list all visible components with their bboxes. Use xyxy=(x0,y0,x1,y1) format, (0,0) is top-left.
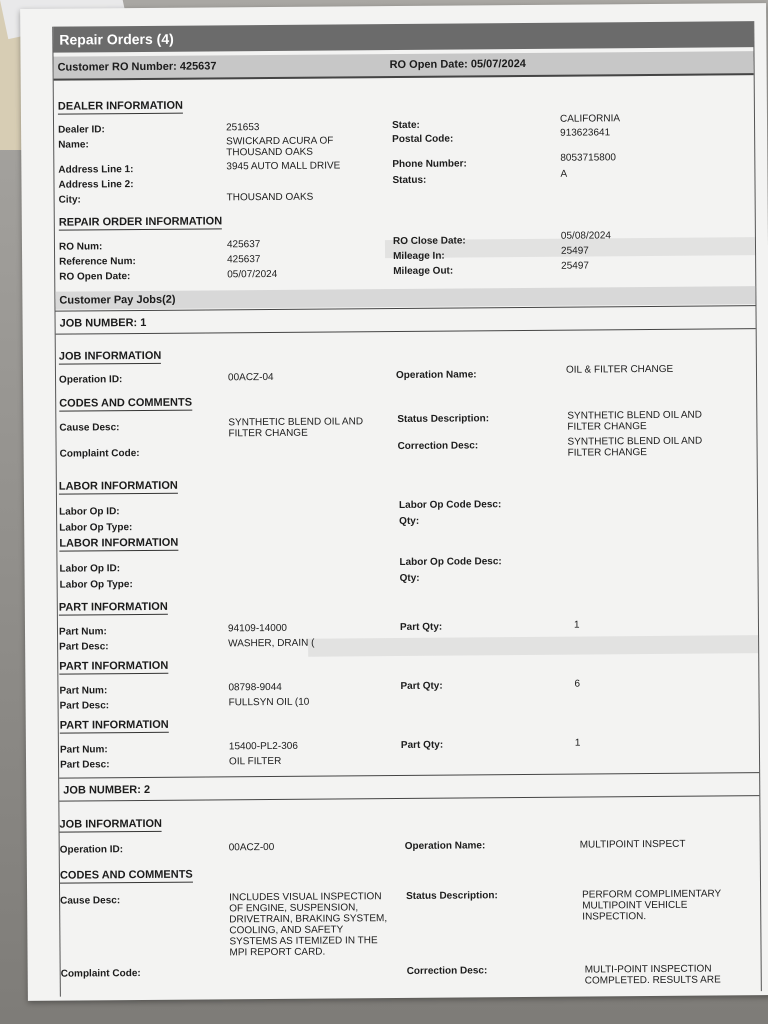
ro-close-date-value: 05/08/2024 xyxy=(560,230,612,242)
reference-num-value: 425637 xyxy=(227,254,261,266)
part-info-heading-3: PART INFORMATION xyxy=(59,718,169,732)
job2-operation-name-label: Operation Name: xyxy=(404,840,486,852)
job2-complaint-code-label: Complaint Code: xyxy=(60,968,141,980)
job2-job-info-heading: JOB INFORMATION xyxy=(59,817,163,831)
part-qty-label-2: Part Qty: xyxy=(400,680,443,692)
ro-open-date-value: 05/07/2024 xyxy=(227,268,278,281)
job1-labor-code-desc-2: Labor Op Code Desc: xyxy=(399,556,502,568)
job1-correction-desc-value: SYNTHETIC BLEND OIL AND FILTER CHANGE xyxy=(567,435,703,459)
reference-num-label: Reference Num: xyxy=(59,256,136,268)
part-num-value-1: 94109-14000 xyxy=(227,622,287,635)
job1-job-info-heading: JOB INFORMATION xyxy=(58,349,162,363)
bleed-through-band xyxy=(308,635,758,657)
status-label: Status: xyxy=(392,174,427,187)
job2-codes-heading: CODES AND COMMENTS xyxy=(59,868,193,882)
ro-close-date-label: RO Close Date: xyxy=(392,235,466,248)
job1-status-desc-label: Status Description: xyxy=(397,413,490,425)
part-desc-label-3: Part Desc: xyxy=(60,759,110,771)
ro-num-value: 425637 xyxy=(226,239,261,251)
part-num-label-3: Part Num: xyxy=(59,744,108,756)
phone-value: 8053715800 xyxy=(560,152,616,164)
part-desc-label-2: Part Desc: xyxy=(59,700,110,712)
part-desc-label-1: Part Desc: xyxy=(59,641,109,653)
dealer-name-value: SWICKARD ACURA OF THOUSAND OAKS xyxy=(226,135,334,159)
address-line-1-label: Address Line 1: xyxy=(58,164,134,176)
job2-correction-desc-value: MULTI-POINT INSPECTION COMPLETED. RESULTS ARE xyxy=(584,963,721,987)
job1-labor-op-type-1: Labor Op Type: xyxy=(59,522,133,534)
mileage-in-value: 25497 xyxy=(560,245,589,257)
report-frame xyxy=(52,21,762,996)
status-value: A xyxy=(560,168,568,180)
part-qty-value-2: 6 xyxy=(574,678,581,690)
ro-open-date-label: RO Open Date: xyxy=(59,271,131,283)
repair-order-heading: REPAIR ORDER INFORMATION xyxy=(58,215,223,229)
part-info-heading-1: PART INFORMATION xyxy=(58,600,168,614)
job2-operation-name-value: MULTIPOINT INSPECT xyxy=(579,838,686,851)
job-number-2: JOB NUMBER: 2 xyxy=(59,772,759,801)
job1-cause-desc-value: SYNTHETIC BLEND OIL AND FILTER CHANGE xyxy=(228,416,364,440)
dealer-info-heading: DEALER INFORMATION xyxy=(57,99,184,113)
dealer-id-label: Dealer ID: xyxy=(58,124,105,136)
job1-operation-id-label: Operation ID: xyxy=(58,374,123,386)
job1-labor-op-id-1: Labor Op ID: xyxy=(59,506,120,518)
mileage-in-label: Mileage In: xyxy=(393,250,445,263)
phone-label: Phone Number: xyxy=(392,158,467,171)
job-number-1: JOB NUMBER: 1 xyxy=(55,305,755,334)
mileage-out-value: 25497 xyxy=(561,260,590,272)
job1-labor-code-desc-1: Labor Op Code Desc: xyxy=(398,499,502,511)
part-desc-value-3: OIL FILTER xyxy=(228,755,282,768)
part-num-value-2: 08798-9044 xyxy=(228,681,282,694)
ro-open-date-header: RO Open Date: 05/07/2024 xyxy=(389,57,526,72)
job1-operation-id-value: 00ACZ-04 xyxy=(227,371,274,384)
part-qty-value-1: 1 xyxy=(573,619,580,631)
part-info-heading-2: PART INFORMATION xyxy=(59,659,169,673)
job1-labor-heading-1: LABOR INFORMATION xyxy=(58,479,178,493)
job1-qty-1: Qty: xyxy=(399,515,420,527)
job1-labor-op-type-2: Labor Op Type: xyxy=(59,579,133,591)
job1-operation-name-value: OIL & FILTER CHANGE xyxy=(565,363,674,376)
job2-cause-desc-value: INCLUDES VISUAL INSPECTION OF ENGINE, SUSPENSION, DRIVETRAIN, BRAKING SYSTEM, COOLING, AND SAFETY SYSTEMS AS ITEMIZED IN THE MPI REPORT CARD. xyxy=(229,891,388,959)
part-desc-value-1: WASHER, DRAIN ( xyxy=(228,637,315,650)
state-value: CALIFORNIA xyxy=(559,113,621,125)
address-line-1-value: 3945 AUTO MALL DRIVE xyxy=(226,160,341,173)
job2-status-desc-label: Status Description: xyxy=(406,890,498,902)
job2-status-desc-value: PERFORM COMPLIMENTARY MULTIPOINT VEHICLE INSPECTION. xyxy=(582,888,722,923)
part-qty-label-1: Part Qty: xyxy=(399,621,443,633)
part-num-label-1: Part Num: xyxy=(58,626,107,638)
customer-ro-number: Customer RO Number: 425637 xyxy=(57,60,217,74)
job2-operation-id-value: 00ACZ-00 xyxy=(228,841,275,854)
city-value: THOUSAND OAKS xyxy=(226,191,314,204)
state-label: State: xyxy=(391,119,420,132)
part-qty-value-3: 1 xyxy=(574,737,581,749)
job1-complaint-code-label: Complaint Code: xyxy=(59,448,140,460)
postal-code-label: Postal Code: xyxy=(392,133,454,146)
part-desc-value-2: FULLSYN OIL (10 xyxy=(228,696,310,709)
customer-pay-jobs-band: Customer Pay Jobs(2) xyxy=(55,286,755,309)
job2-correction-desc-label: Correction Desc: xyxy=(406,965,488,977)
ro-num-label: RO Num: xyxy=(58,241,103,253)
postal-code-value: 913623641 xyxy=(560,127,611,139)
mileage-out-label: Mileage Out: xyxy=(393,265,454,278)
job1-codes-heading: CODES AND COMMENTS xyxy=(59,396,193,410)
part-num-value-3: 15400-PL2-306 xyxy=(228,740,298,753)
job1-labor-op-id-2: Labor Op ID: xyxy=(59,563,121,575)
job2-cause-desc-label: Cause Desc: xyxy=(60,895,121,907)
job1-cause-desc-label: Cause Desc: xyxy=(59,422,120,434)
job1-correction-desc-label: Correction Desc: xyxy=(397,440,479,452)
document-page xyxy=(20,3,768,1001)
city-label: City: xyxy=(58,194,81,206)
job1-status-desc-value: SYNTHETIC BLEND OIL AND FILTER CHANGE xyxy=(567,409,703,433)
job1-qty-2: Qty: xyxy=(399,572,420,584)
address-line-2-label: Address Line 2: xyxy=(58,179,134,191)
job1-operation-name-label: Operation Name: xyxy=(395,369,477,382)
part-num-label-2: Part Num: xyxy=(59,685,108,697)
dealer-id-value: 251653 xyxy=(226,122,260,134)
dealer-name-label: Name: xyxy=(58,139,89,151)
report-title: Repair Orders (4) xyxy=(53,21,753,52)
job2-operation-id-label: Operation ID: xyxy=(59,844,124,856)
job1-labor-heading-2: LABOR INFORMATION xyxy=(59,536,179,550)
part-qty-label-3: Part Qty: xyxy=(400,739,444,751)
ro-header-bar xyxy=(53,51,753,80)
